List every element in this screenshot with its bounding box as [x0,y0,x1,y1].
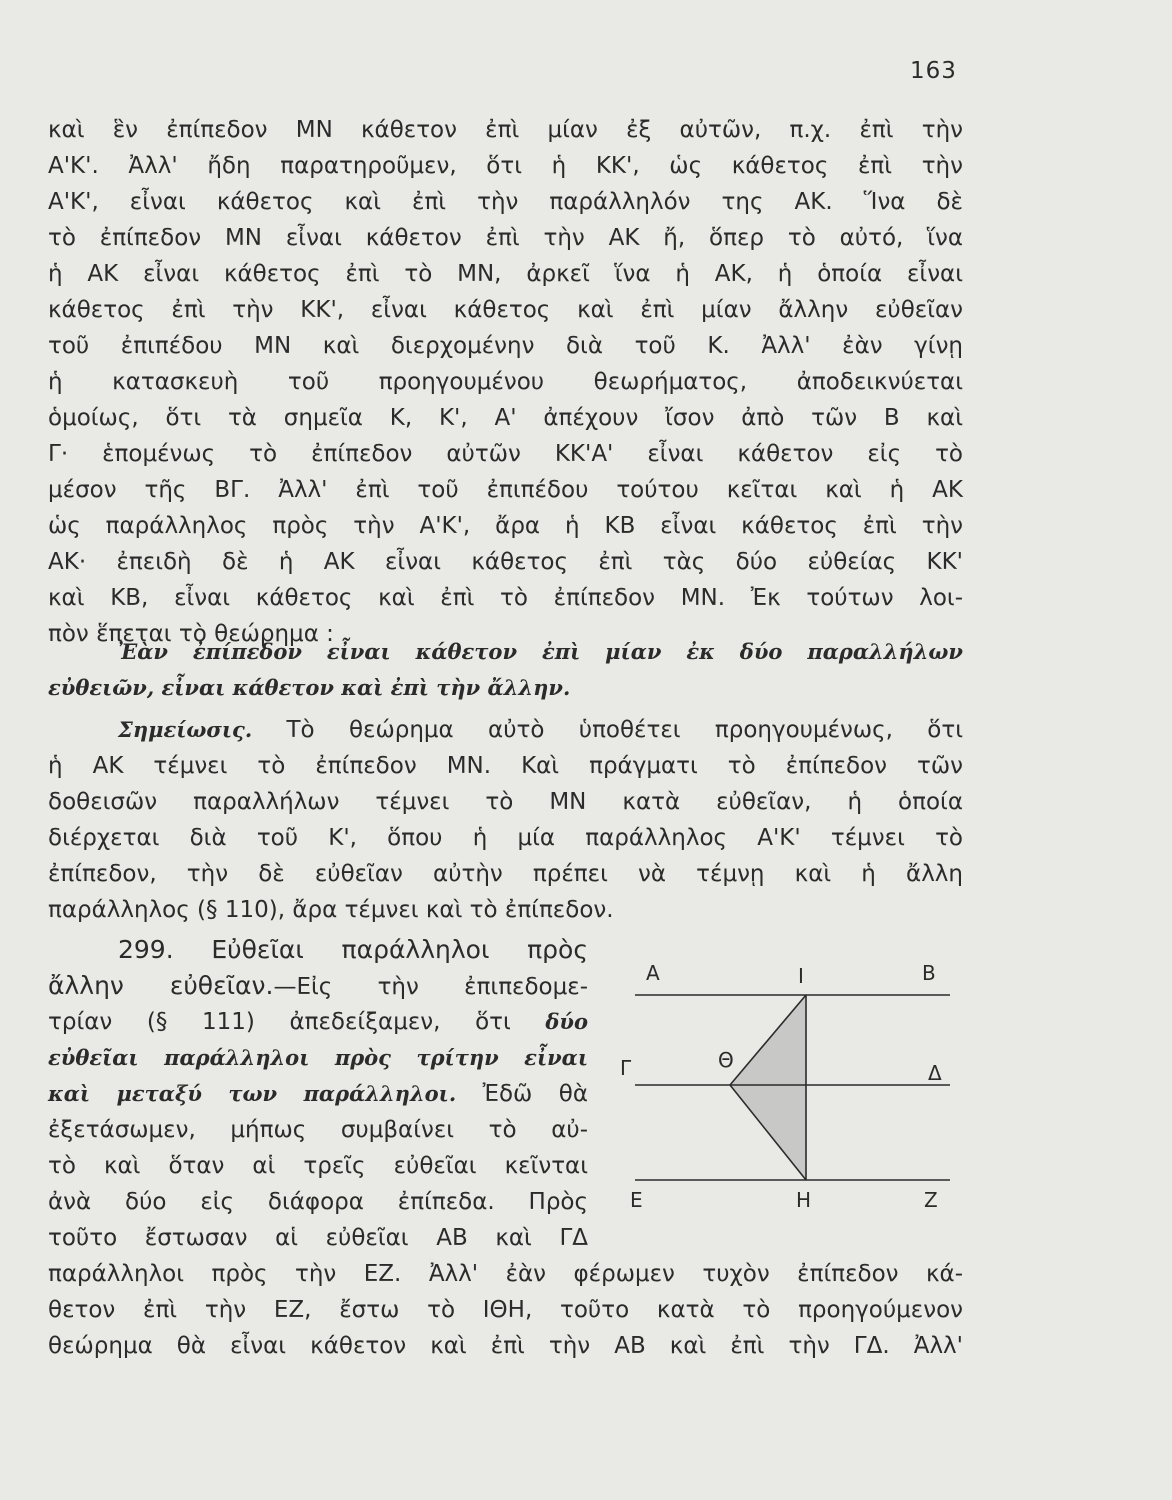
text-line: Γ· ἑπομένως τὸ ἐπίπεδον αὐτῶν ΚΚ'Α' εἶναι κάθετον εἰς τὸ [48,441,963,467]
label-d: Δ [928,1061,942,1085]
text-line: ὁμοίως, ὅτι τὰ σημεῖα Κ, Κ', Α' ἀπέχουν ἴσον ἀπὸ τῶν Β καὶ [48,405,963,431]
text-line: πὸν ἕπεται τὸ θεώρημα : [48,621,334,647]
text-line: καὶ ΚΒ, εἶναι κάθετος καὶ ἐπὶ τὸ ἐπίπεδον ΜΝ. Ἐκ τούτων λοι- [48,585,963,611]
text-line: μέσον τῆς ΒΓ. Ἀλλ' ἐπὶ τοῦ ἐπιπέδου τούτου κεῖται καὶ ἡ ΑΚ [48,477,963,503]
section-number: 299. [118,935,174,964]
text-line [48,1004,588,1040]
label-g: Γ [620,1056,632,1080]
text-line: ἡ ΑΚ τέμνει τὸ ἐπίπεδον ΜΝ. Καὶ πράγματι τὸ ἐπίπεδον τῶν [48,753,963,779]
text-line: θεώρημα θὰ εἶναι κάθετον καὶ ἐπὶ τὴν ΑΒ καὶ ἐπὶ τὴν ΓΔ. Ἀλλ' [48,1333,963,1359]
text-line: ἐπίπεδον, τὴν δὲ εὐθεῖαν αὐτὴν πρέπει νὰ τέμνῃ καὶ ἡ ἄλλη [48,861,963,887]
section-text: —Εἰς τὴν ἐπιπεδομε- [273,974,588,1000]
text-line: θετον ἐπὶ τὴν ΕΖ, ἔστω τὸ ΙΘΗ, τοῦτο κατὰ τὸ προηγούμενον [48,1297,963,1323]
text-line: Α'Κ'. Ἀλλ' ἤδη παρατηροῦμεν, ὅτι ἡ ΚΚ', ὡς κάθετος ἐπὶ τὴν [48,153,963,179]
text-line: παράλληλος (§ 110), ἄρα τέμνει καὶ τὸ ἐπίπεδον. [48,897,614,923]
section-emphasis: καὶ μεταξύ των παράλληλοι. [48,1081,457,1106]
section-text: Ἐδῶ θὰ [482,1081,588,1107]
label-h: H [796,1188,812,1212]
label-b: B [922,961,936,985]
label-z: Z [924,1188,938,1212]
text-line: ἐξετάσωμεν, μήπως συμβαίνει τὸ αὐ- [48,1117,588,1143]
section-emphasis: εὐθεῖαι παράλληλοι πρὸς τρίτην εἶναι [48,1045,588,1070]
text-line: καὶ ἓν ἐπίπεδον ΜΝ κάθετον ἐπὶ μίαν ἐξ αὐτῶν, π.χ. ἐπὶ τὴν [48,117,963,143]
label-i: I [798,964,804,988]
text-line: τοῦτο ἔστωσαν αἱ εὐθεῖαι ΑΒ καὶ ΓΔ [48,1225,588,1251]
text-line: παράλληλοι πρὸς τὴν ΕΖ. Ἀλλ' ἐὰν φέρωμεν τυχὸν ἐπίπεδον κά- [48,1261,963,1287]
section-text: τρίαν (§ 111) ἀπεδείξαμεν, ὅτι [48,1009,511,1035]
section-title-cont: ἄλλην εὐθεῖαν. [48,971,274,1000]
note-label: Σημείωσις. [118,717,253,742]
text-line: ἀνὰ δύο εἰς διάφορα ἐπίπεδα. Πρὸς [48,1189,588,1215]
text-line: κάθετος ἐπὶ τὴν ΚΚ', εἶναι κάθετος καὶ ἐπὶ μίαν ἄλλην εὐθεῖαν [48,297,963,323]
label-th: Θ [718,1048,734,1072]
text-line: τὸ καὶ ὅταν αἱ τρεῖς εὐθεῖαι κεῖνται [48,1153,588,1179]
section-heading [118,932,588,968]
text-line: ὡς παράλληλος πρὸς τὴν Α'Κ', ἄρα ἡ ΚΒ εἶναι κάθετος ἐπὶ τὴν [48,513,963,539]
text-line: διέρχεται διὰ τοῦ Κ', ὅπου ἡ μία παράλληλος Α'Κ' τέμνει τὸ [48,825,963,851]
section-title: Εὐθεῖαι παράλληλοι πρὸς [211,935,588,964]
label-a: A [646,961,660,985]
text-line: ΑΚ· ἐπειδὴ δὲ ἡ ΑΚ εἶναι κάθετος ἐπὶ τὰς δύο εὐθείας ΚΚ' [48,549,963,575]
note-first-line [118,712,963,748]
text-line: τοῦ ἐπιπέδου ΜΝ καὶ διερχομένην διὰ τοῦ Κ. Ἀλλ' ἐὰν γίνῃ [48,333,963,359]
label-e: E [630,1188,643,1212]
triangle-shading [730,995,806,1180]
page-number: 163 [910,58,957,84]
text-line: δοθεισῶν παραλλήλων τέμνει τὸ ΜΝ κατὰ εὐθεῖαν, ἡ ὁποία [48,789,963,815]
text-line [48,968,588,1004]
note-text: Τὸ θεώρημα αὐτὸ ὑποθέτει προηγουμένως, ὅτι [286,717,963,743]
text-line: Α'Κ', εἶναι κάθετος καὶ ἐπὶ τὴν παράλληλόν της ΑΚ. Ἵνα δὲ [48,189,963,215]
text-line: ἡ ΑΚ εἶναι κάθετος ἐπὶ τὸ ΜΝ, ἀρκεῖ ἵνα ἡ ΑΚ, ἡ ὁποία εἶναι [48,261,963,287]
theorem-line: εὐθειῶν, εἶναι κάθετον καὶ ἐπὶ τὴν ἄλλην. [48,675,571,700]
section-emphasis: δύο [545,1009,589,1034]
theorem-line: Ἐὰν ἐπίπεδον εἶναι κάθετον ἐπὶ μίαν ἐκ δύο παραλλήλων [118,639,963,664]
text-line [48,1076,588,1112]
text-line: ἡ κατασκευὴ τοῦ προηγουμένου θεωρήματος, ἀποδεικνύεται [48,369,963,395]
text-line: τὸ ἐπίπεδον ΜΝ εἶναι κάθετον ἐπὶ τὴν ΑΚ ἤ, ὅπερ τὸ αὐτό, ἵνα [48,225,963,251]
geometry-figure [610,955,970,1225]
